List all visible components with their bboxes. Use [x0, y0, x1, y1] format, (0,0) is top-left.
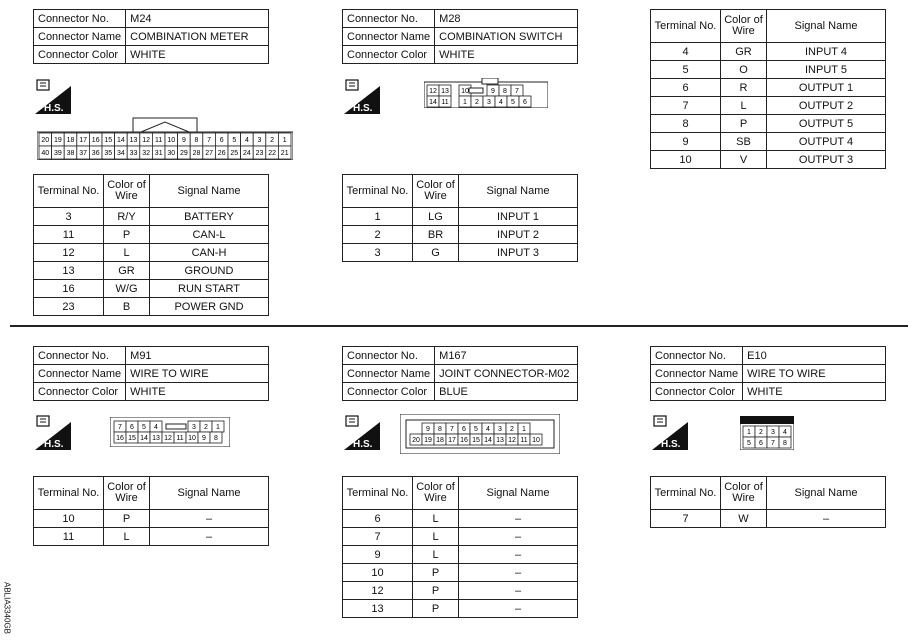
svg-text:H.S.: H.S.	[44, 439, 64, 450]
connector-color: BLUE	[435, 383, 578, 401]
signal-name-cell: POWER GND	[150, 298, 269, 316]
pin-number: 17	[448, 437, 456, 444]
signal-name-header: Signal Name	[459, 477, 578, 510]
pin-number: 12	[508, 437, 516, 444]
hs-icon	[344, 78, 380, 114]
pin-number: 20	[412, 437, 420, 444]
connector-no: M91	[126, 347, 269, 365]
pin-number: 3	[192, 424, 196, 431]
pin-number: 29	[180, 150, 188, 157]
wire-color-cell: V	[721, 151, 767, 169]
terminal-no-cell: 5	[651, 61, 721, 79]
pin-number: 16	[116, 435, 124, 442]
pin-number: 23	[255, 150, 264, 157]
connector-info-m167	[342, 346, 578, 401]
signal-name-header: Signal Name	[459, 175, 578, 208]
pin-number: 4	[783, 429, 787, 436]
pin-number: 10	[532, 437, 540, 444]
pin-number: 1	[522, 426, 526, 433]
pin-number: 9	[491, 88, 495, 95]
signal-name-cell: INPUT 1	[459, 208, 578, 226]
pin-number: 21	[280, 150, 289, 157]
connector-no-label: Connector No.	[343, 10, 435, 28]
table-row	[343, 510, 578, 528]
connector-name-label: Connector Name	[343, 28, 435, 46]
table-row	[343, 528, 578, 546]
wire-color-cell: P	[413, 600, 459, 618]
connector-no: M28	[435, 10, 578, 28]
signal-name-cell: RUN START	[150, 280, 269, 298]
connector-face-m28	[424, 78, 548, 113]
pin-number: 5	[511, 99, 515, 106]
wire-color-cell: P	[721, 115, 767, 133]
pin-number: 13	[129, 137, 138, 144]
pin-number: 13	[496, 437, 504, 444]
connector-face-m167	[400, 414, 560, 459]
pin-number: 14	[140, 435, 148, 442]
signal-name-cell: BATTERY	[150, 208, 269, 226]
connector-info-e10	[650, 346, 886, 401]
connector-no-label: Connector No.	[34, 10, 126, 28]
connector-color: WHITE	[126, 46, 269, 64]
pin-number: 2	[475, 99, 479, 106]
wire-color-cell: L	[413, 528, 459, 546]
wire-color-cell: P	[413, 564, 459, 582]
table-row	[34, 226, 269, 244]
connector-name: WIRE TO WIRE	[743, 365, 886, 383]
pin-number: 32	[142, 150, 150, 157]
pin-number: 2	[759, 429, 763, 436]
pin-number: 14	[484, 437, 492, 444]
table-row	[343, 600, 578, 618]
pin-number: 14	[117, 137, 125, 144]
terminal-no-cell: 7	[651, 510, 721, 528]
connector-name-label: Connector Name	[651, 365, 743, 383]
table-row	[343, 208, 578, 226]
table-row	[34, 208, 269, 226]
pin-number: 8	[438, 426, 442, 433]
wire-color-cell: B	[104, 298, 150, 316]
signal-name-header: Signal Name	[767, 10, 886, 43]
pin-number: 34	[117, 150, 125, 157]
connector-color-label: Connector Color	[34, 383, 126, 401]
pin-number: 40	[41, 150, 50, 157]
pin-number: 15	[104, 137, 113, 144]
connector-name: JOINT CONNECTOR-M02	[435, 365, 578, 383]
pin-number: 6	[523, 99, 527, 106]
wire-color-cell: P	[413, 582, 459, 600]
terminal-no-cell: 4	[651, 43, 721, 61]
pin-number: 25	[230, 150, 239, 157]
pin-number: 3	[771, 429, 775, 436]
connector-name: WIRE TO WIRE	[126, 365, 269, 383]
terminal-no-cell: 7	[343, 528, 413, 546]
pin-number: 13	[441, 88, 449, 95]
terminal-no-header: Terminal No.	[343, 477, 413, 510]
connector-info-m28	[342, 9, 578, 64]
terminal-no-cell: 1	[343, 208, 413, 226]
signal-name-cell: –	[459, 582, 578, 600]
connector-name-label: Connector Name	[34, 365, 126, 383]
pin-number: 11	[520, 437, 528, 444]
terminal-no-cell: 6	[651, 79, 721, 97]
hs-icon	[35, 414, 71, 450]
pin-number: 3	[257, 137, 262, 144]
table-row	[343, 546, 578, 564]
pin-number: 37	[79, 150, 87, 157]
pin-number: 38	[66, 150, 75, 157]
signal-name-header: Signal Name	[150, 175, 269, 208]
terminal-no-cell: 2	[343, 226, 413, 244]
pin-number: 12	[164, 435, 172, 442]
document-code: ABLIA3340GB	[2, 581, 12, 635]
connector-name-label: Connector Name	[34, 28, 126, 46]
terminal-no-cell: 10	[34, 510, 104, 528]
connector-face-m24	[37, 114, 293, 165]
pin-number: 4	[154, 424, 158, 431]
pin-number: 30	[167, 150, 176, 157]
connector-color: WHITE	[743, 383, 886, 401]
pin-number: 8	[783, 440, 787, 447]
signal-name-cell: –	[150, 528, 269, 546]
table-row	[343, 226, 578, 244]
table-row	[34, 298, 269, 316]
pin-number: 9	[181, 137, 186, 144]
wire-color-cell: R	[721, 79, 767, 97]
pin-number: 26	[217, 150, 226, 157]
signal-name-cell: INPUT 5	[767, 61, 886, 79]
pin-number: 10	[461, 88, 469, 95]
signal-name-cell: OUTPUT 1	[767, 79, 886, 97]
signal-name-cell: OUTPUT 3	[767, 151, 886, 169]
terminal-no-header: Terminal No.	[34, 477, 104, 510]
pin-number: 8	[503, 88, 507, 95]
connector-color: WHITE	[435, 46, 578, 64]
wire-color-cell: O	[721, 61, 767, 79]
hs-icon	[652, 414, 688, 450]
signal-name-header: Signal Name	[150, 477, 269, 510]
wire-color-cell: LG	[413, 208, 459, 226]
connector-face-m91	[110, 417, 230, 452]
connector-color-label: Connector Color	[34, 46, 126, 64]
pin-number: 5	[747, 440, 751, 447]
wire-color-cell: W/G	[104, 280, 150, 298]
terminal-table-e10	[650, 476, 886, 528]
terminal-table-m91	[33, 476, 269, 546]
connector-color-label: Connector Color	[343, 46, 435, 64]
pin-number: 2	[510, 426, 514, 433]
pin-number: 18	[436, 437, 444, 444]
connector-name: COMBINATION METER	[126, 28, 269, 46]
pin-number: 9	[426, 426, 430, 433]
connector-face-e10	[740, 416, 794, 455]
terminal-no-cell: 9	[343, 546, 413, 564]
signal-name-cell: –	[459, 510, 578, 528]
terminal-no-cell: 9	[651, 133, 721, 151]
wire-color-cell: L	[104, 244, 150, 262]
terminal-no-cell: 3	[34, 208, 104, 226]
signal-name-header: Signal Name	[767, 477, 886, 510]
pin-number: 2	[270, 137, 275, 144]
pin-number: 6	[130, 424, 134, 431]
pin-number: 15	[472, 437, 480, 444]
wire-color-cell: P	[104, 510, 150, 528]
wire-color-cell: L	[413, 510, 459, 528]
pin-number: 5	[232, 137, 237, 144]
pin-number: 1	[216, 424, 220, 431]
wire-color-cell: GR	[721, 43, 767, 61]
pin-number: 10	[167, 137, 176, 144]
terminal-no-cell: 10	[343, 564, 413, 582]
table-row	[34, 528, 269, 546]
terminal-no-header: Terminal No.	[651, 477, 721, 510]
pin-number: 20	[41, 137, 50, 144]
wire-color-cell: L	[413, 546, 459, 564]
pin-number: 28	[192, 150, 201, 157]
pin-number: 8	[214, 435, 218, 442]
pin-number: 19	[54, 137, 62, 144]
wire-color-header: Color of Wire	[413, 477, 459, 510]
signal-name-cell: –	[150, 510, 269, 528]
pin-number: 27	[205, 150, 213, 157]
connector-info-m91	[33, 346, 269, 401]
wire-color-cell: BR	[413, 226, 459, 244]
pin-number: 10	[188, 435, 196, 442]
pin-number: 11	[176, 435, 184, 442]
signal-name-cell: INPUT 4	[767, 43, 886, 61]
pin-number: 22	[268, 150, 276, 157]
terminal-no-header: Terminal No.	[651, 10, 721, 43]
pin-number: 6	[219, 137, 224, 144]
signal-name-cell: CAN-H	[150, 244, 269, 262]
wire-color-cell: SB	[721, 133, 767, 151]
connector-no-label: Connector No.	[651, 347, 743, 365]
signal-name-cell: OUTPUT 5	[767, 115, 886, 133]
pin-number: 31	[154, 150, 163, 157]
terminal-no-cell: 3	[343, 244, 413, 262]
pin-number: 24	[243, 150, 251, 157]
pin-number: 7	[450, 426, 454, 433]
terminal-table-m28-cont	[650, 9, 886, 169]
signal-name-cell: GROUND	[150, 262, 269, 280]
wire-color-cell: G	[413, 244, 459, 262]
signal-name-cell: –	[459, 528, 578, 546]
pin-number: 8	[194, 137, 199, 144]
table-row	[651, 97, 886, 115]
terminal-no-cell: 7	[651, 97, 721, 115]
pin-number: 39	[54, 150, 62, 157]
terminal-no-cell: 13	[34, 262, 104, 280]
pin-number: 19	[424, 437, 432, 444]
pin-number: 7	[207, 137, 212, 144]
terminal-no-cell: 16	[34, 280, 104, 298]
pin-number: 14	[429, 99, 437, 106]
pin-number: 3	[487, 99, 491, 106]
terminal-no-header: Terminal No.	[34, 175, 104, 208]
pin-number: 1	[463, 99, 467, 106]
pin-number: 16	[460, 437, 468, 444]
connector-no: E10	[743, 347, 886, 365]
pin-number: 11	[441, 99, 449, 106]
terminal-no-cell: 12	[343, 582, 413, 600]
table-row	[651, 43, 886, 61]
signal-name-cell: OUTPUT 2	[767, 97, 886, 115]
pin-number: 7	[118, 424, 122, 431]
table-row	[34, 280, 269, 298]
svg-text:H.S.: H.S.	[353, 103, 373, 114]
table-row	[34, 510, 269, 528]
pin-number: 4	[486, 426, 490, 433]
pin-number: 5	[474, 426, 478, 433]
pin-number: 5	[142, 424, 146, 431]
table-row	[343, 244, 578, 262]
terminal-table-m167	[342, 476, 578, 618]
table-row	[651, 133, 886, 151]
pin-number: 9	[202, 435, 206, 442]
terminal-no-cell: 23	[34, 298, 104, 316]
pin-number: 13	[152, 435, 160, 442]
table-row	[343, 564, 578, 582]
wire-color-cell: R/Y	[104, 208, 150, 226]
pin-number: 12	[142, 137, 150, 144]
terminal-no-cell: 8	[651, 115, 721, 133]
table-row	[651, 510, 886, 528]
terminal-no-cell: 11	[34, 226, 104, 244]
pin-number: 7	[515, 88, 519, 95]
table-row	[34, 244, 269, 262]
signal-name-cell: –	[767, 510, 886, 528]
pin-number: 18	[66, 137, 75, 144]
connector-no-label: Connector No.	[34, 347, 126, 365]
wire-color-cell: L	[721, 97, 767, 115]
pin-number: 17	[79, 137, 87, 144]
svg-text:H.S.: H.S.	[661, 439, 681, 450]
table-row	[34, 262, 269, 280]
terminal-table-m28	[342, 174, 578, 262]
pin-number: 2	[204, 424, 208, 431]
connector-color: WHITE	[126, 383, 269, 401]
hs-icon	[35, 78, 71, 114]
table-row	[651, 79, 886, 97]
pin-number: 4	[499, 99, 503, 106]
table-row	[651, 151, 886, 169]
pin-number: 15	[128, 435, 136, 442]
signal-name-cell: INPUT 2	[459, 226, 578, 244]
pin-number: 1	[282, 137, 287, 144]
terminal-table-m24	[33, 174, 269, 316]
wire-color-header: Color of Wire	[104, 477, 150, 510]
terminal-no-cell: 13	[343, 600, 413, 618]
svg-text:H.S.: H.S.	[353, 439, 373, 450]
table-row	[651, 61, 886, 79]
connector-no: M167	[435, 347, 578, 365]
pin-number: 6	[462, 426, 466, 433]
wire-color-header: Color of Wire	[104, 175, 150, 208]
table-row	[651, 115, 886, 133]
pin-number: 3	[498, 426, 502, 433]
signal-name-cell: –	[459, 600, 578, 618]
connector-color-label: Connector Color	[343, 383, 435, 401]
section-divider	[10, 325, 908, 327]
pin-number: 35	[104, 150, 113, 157]
signal-name-cell: OUTPUT 4	[767, 133, 886, 151]
signal-name-cell: –	[459, 564, 578, 582]
terminal-no-cell: 12	[34, 244, 104, 262]
connector-name: COMBINATION SWITCH	[435, 28, 578, 46]
connector-color-label: Connector Color	[651, 383, 743, 401]
wire-color-cell: W	[721, 510, 767, 528]
signal-name-cell: CAN-L	[150, 226, 269, 244]
wire-color-header: Color of Wire	[721, 477, 767, 510]
connector-name-label: Connector Name	[343, 365, 435, 383]
pin-number: 6	[759, 440, 763, 447]
svg-text:H.S.: H.S.	[44, 103, 64, 114]
pin-number: 16	[91, 137, 100, 144]
signal-name-cell: –	[459, 546, 578, 564]
hs-icon	[344, 414, 380, 450]
table-row	[343, 582, 578, 600]
terminal-no-cell: 6	[343, 510, 413, 528]
pin-number: 12	[429, 88, 437, 95]
pin-number: 36	[91, 150, 100, 157]
pin-number: 1	[747, 429, 751, 436]
pin-number: 4	[244, 137, 249, 144]
pin-number: 7	[771, 440, 775, 447]
pin-number: 11	[155, 137, 163, 144]
terminal-no-cell: 10	[651, 151, 721, 169]
terminal-no-cell: 11	[34, 528, 104, 546]
signal-name-cell: INPUT 3	[459, 244, 578, 262]
wire-color-header: Color of Wire	[721, 10, 767, 43]
pin-number: 33	[129, 150, 138, 157]
wire-color-cell: P	[104, 226, 150, 244]
wire-color-header: Color of Wire	[413, 175, 459, 208]
wire-color-cell: L	[104, 528, 150, 546]
connector-info-m24	[33, 9, 269, 64]
terminal-no-header: Terminal No.	[343, 175, 413, 208]
connector-no: M24	[126, 10, 269, 28]
wire-color-cell: GR	[104, 262, 150, 280]
connector-no-label: Connector No.	[343, 347, 435, 365]
